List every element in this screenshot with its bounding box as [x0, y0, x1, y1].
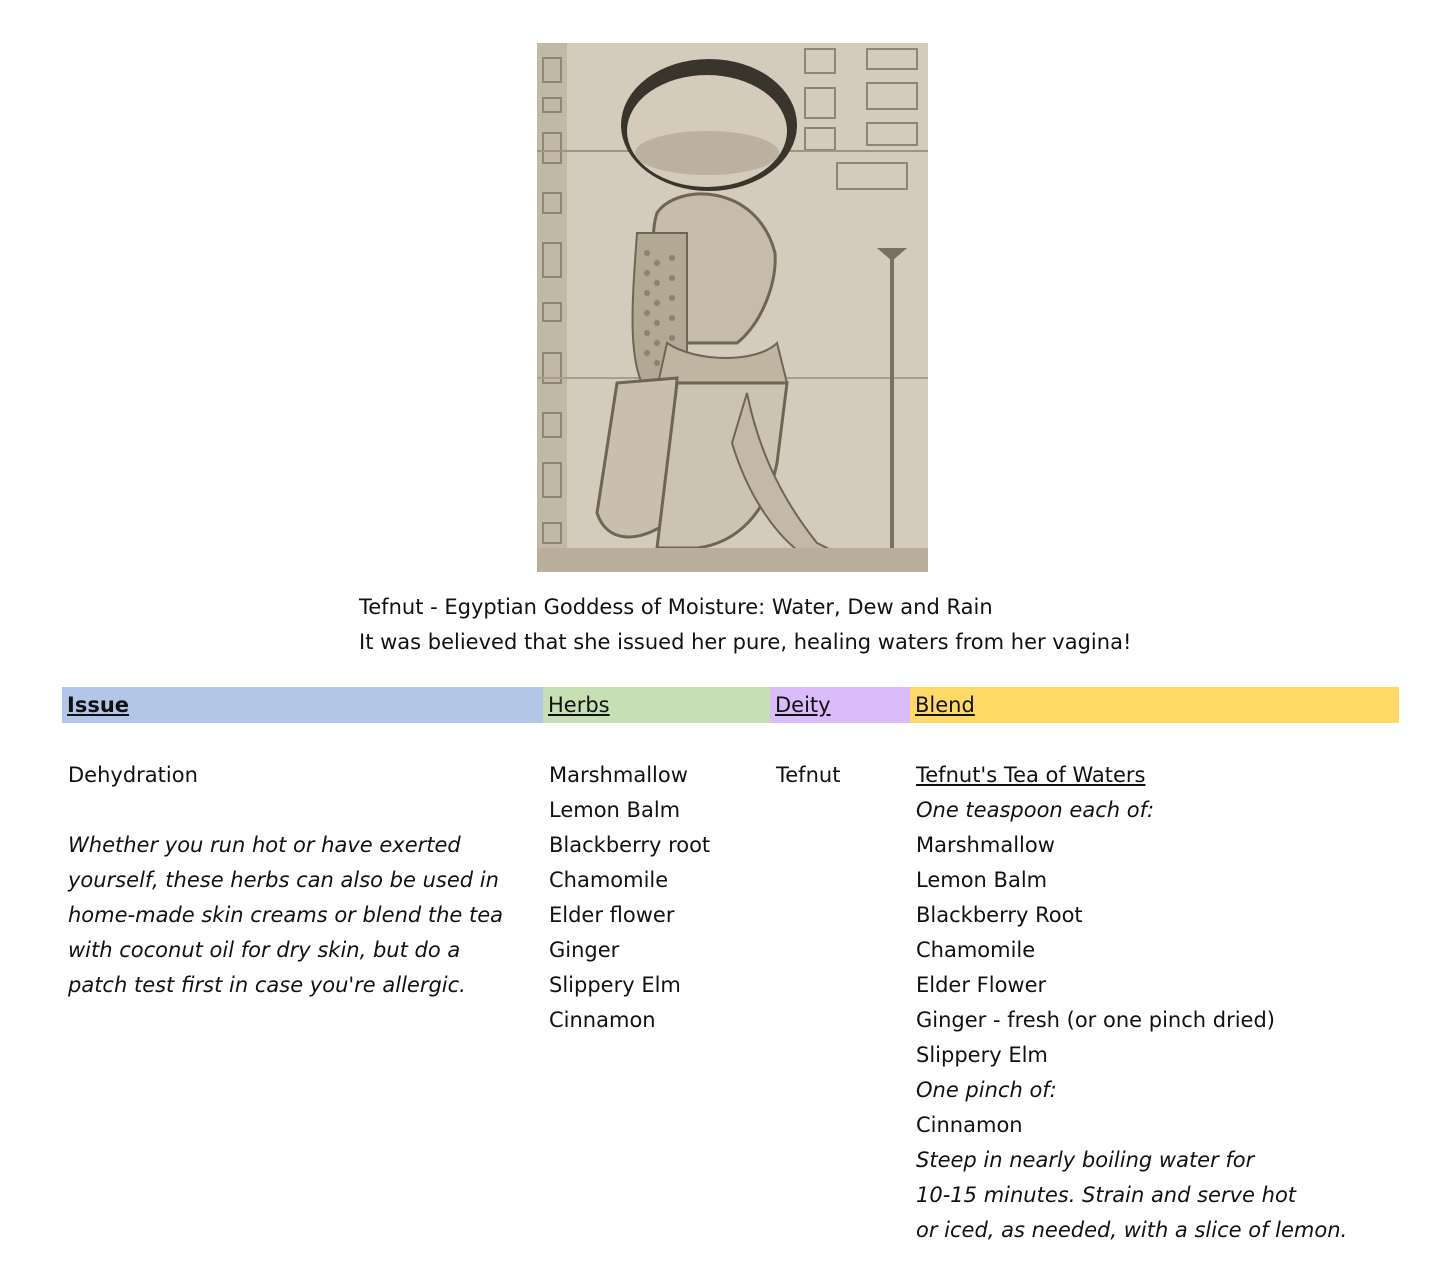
issue-column [68, 758, 528, 1003]
herb-item: Chamomile [549, 868, 669, 892]
caption-line-1: Tefnut - Egyptian Goddess of Moisture: Water, Dew and Rain [359, 595, 993, 619]
issue-note-line: patch test first in case you're allergic. [68, 973, 466, 997]
header-issue: Issue [62, 687, 543, 723]
blend-name: Tefnut's Tea of Waters [916, 763, 1146, 787]
blend-item: Slippery Elm [916, 1043, 1048, 1067]
issue-title: Dehydration [68, 763, 198, 787]
blend-item: Elder Flower [916, 973, 1047, 997]
herb-item: Blackberry root [549, 833, 711, 857]
issue-note [68, 828, 528, 1003]
issue-note-line: yourself, these herbs can also be used in [68, 868, 499, 892]
herb-item: Ginger [549, 938, 620, 962]
herb-item: Elder flower [549, 903, 675, 927]
deity-column [776, 758, 906, 793]
herb-item: Marshmallow [549, 763, 688, 787]
blend-column [916, 758, 1396, 1248]
table-header [62, 687, 1399, 723]
caption [359, 590, 1131, 660]
blend-intro: One teaspoon each of: [916, 798, 1155, 822]
header-blend: Blend [910, 687, 1399, 723]
blend-pinch-item: Cinnamon [916, 1113, 1023, 1137]
blend-instruction-line: or iced, as needed, with a slice of lemon. [916, 1218, 1348, 1242]
blend-item: Lemon Balm [916, 868, 1048, 892]
blend-pinch-intro: One pinch of: [916, 1078, 1057, 1102]
blend-item: Blackberry Root [916, 903, 1083, 927]
herb-item: Slippery Elm [549, 973, 681, 997]
herb-item: Lemon Balm [549, 798, 681, 822]
issue-note-line: home-made skin creams or blend the tea [68, 903, 504, 927]
herbs-column [549, 758, 759, 1038]
caption-line-2: It was believed that she issued her pure, healing waters from her vagina! [359, 630, 1132, 654]
header-deity: Deity [770, 687, 910, 723]
blend-item: Ginger - fresh (or one pinch dried) [916, 1008, 1275, 1032]
herb-item: Cinnamon [549, 1008, 656, 1032]
issue-note-line: with coconut oil for dry skin, but do a [68, 938, 461, 962]
issue-note-line: Whether you run hot or have exerted [68, 833, 461, 857]
blend-item: Chamomile [916, 938, 1036, 962]
header-herbs: Herbs [543, 687, 770, 723]
tefnut-relief-image [537, 43, 928, 572]
blend-item: Marshmallow [916, 833, 1055, 857]
blend-instruction-line: 10-15 minutes. Strain and serve hot [916, 1183, 1297, 1207]
deity-name: Tefnut [776, 763, 841, 787]
blend-instruction-line: Steep in nearly boiling water for [916, 1148, 1255, 1172]
